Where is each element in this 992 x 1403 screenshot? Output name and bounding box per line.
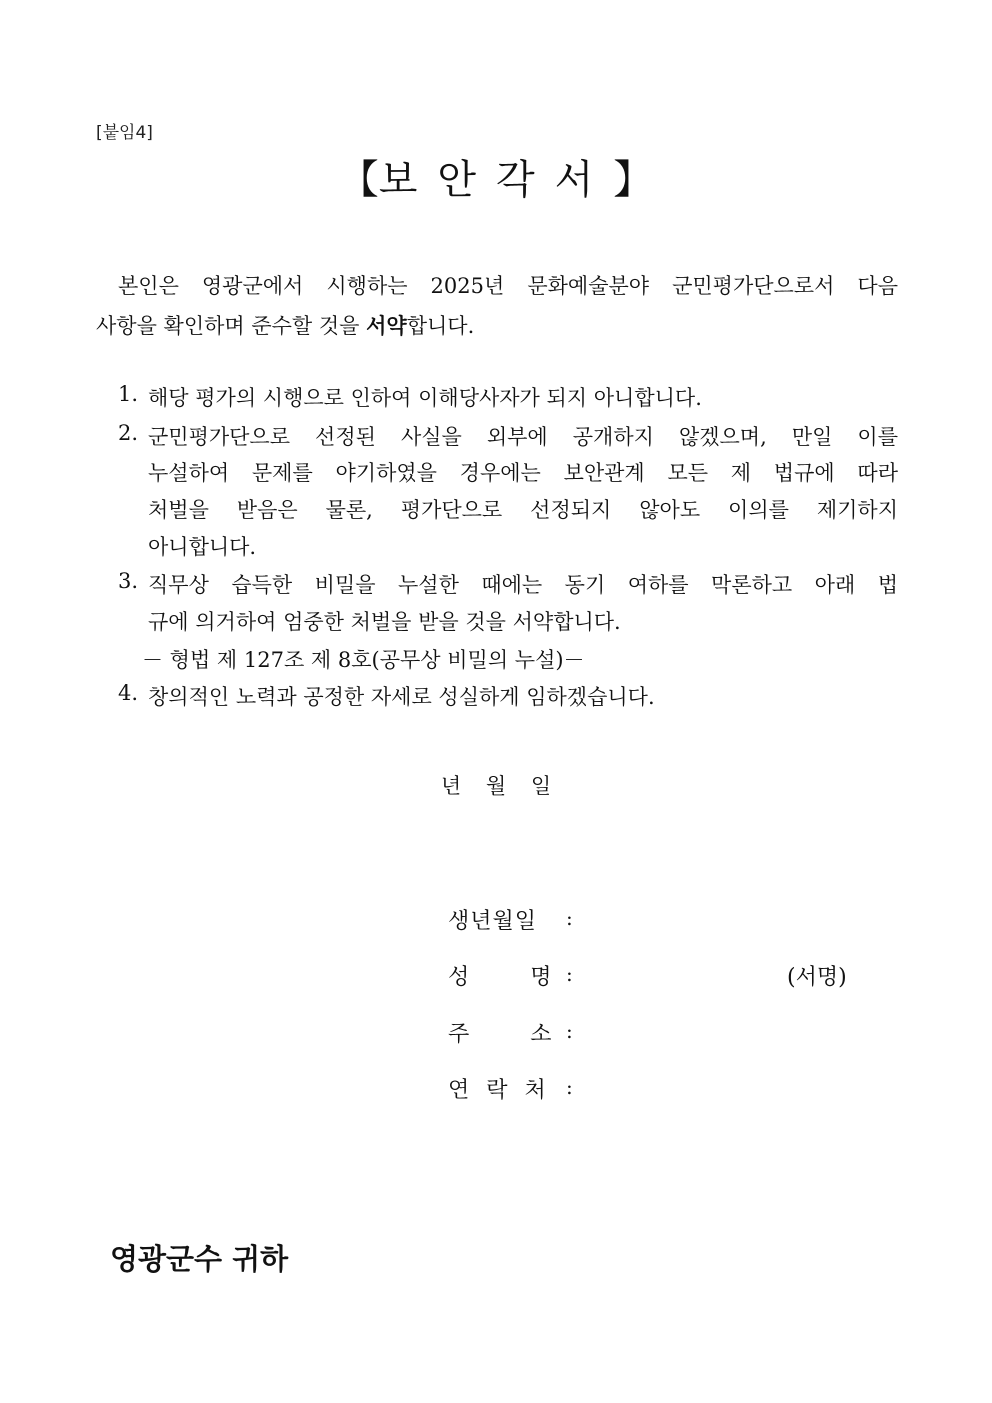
title-close-bracket: 】 [613, 157, 654, 203]
item-line: 누설하여 문제를 야기하였을 경우에는 보안관계 모든 제 법규에 따라 [148, 461, 898, 485]
colon: : [566, 962, 573, 986]
contact-label: 연 락 처 [448, 1078, 546, 1103]
item-sub-note: － 형법 제 127조 제 8호(공무상 비밀의 누설)－ [142, 648, 585, 672]
document-title [0, 148, 992, 205]
item-number: 1. [118, 382, 139, 406]
item-line: 해당 평가의 시행으로 인하여 이해당사자가 되지 아니합니다. [148, 386, 702, 410]
birth-label: 생년월일 [448, 909, 538, 934]
item-line: 처벌을 받음은 물론, 평가단으로 선정되지 않아도 이의를 제기하지 [148, 498, 898, 522]
addressee: 영광군수 귀하 [110, 1242, 289, 1276]
colon: : [566, 906, 573, 930]
item-number: 4. [118, 681, 139, 705]
item-number: 3. [118, 569, 139, 593]
item-line: 아니합니다. [148, 535, 257, 559]
intro-pledge-bold: 서약 [366, 313, 407, 338]
signature-note: (서명) [787, 965, 847, 990]
attachment-label: [붙임4] [96, 123, 153, 143]
item-line: 창의적인 노력과 공정한 자세로 성실하게 임하겠습니다. [148, 685, 655, 709]
name-label: 성 명 [448, 965, 552, 990]
title-text: 보안각서 [378, 157, 614, 203]
item-line: 군민평가단으로 선정된 사실을 외부에 공개하지 않겠으며, 만일 이를 [148, 425, 898, 449]
intro-text: 사항을 확인하며 준수할 것을 [96, 314, 367, 338]
title-open-bracket: 【 [338, 157, 379, 203]
date-line: 년 월 일 [440, 774, 552, 798]
colon: : [566, 1019, 573, 1043]
colon: : [566, 1075, 573, 1099]
intro-line-1: 본인은 영광군에서 시행하는 2025년 문화예술분야 군민평가단으로서 다음 [118, 274, 898, 298]
intro-line-2 [96, 310, 474, 340]
item-number: 2. [118, 421, 139, 445]
address-label: 주 소 [448, 1022, 552, 1047]
item-line: 직무상 습득한 비밀을 누설한 때에는 동기 여하를 막론하고 아래 법 [148, 573, 898, 597]
item-line: 규에 의거하여 엄중한 처벌을 받을 것을 서약합니다. [148, 610, 621, 634]
intro-text-end: 합니다. [406, 314, 475, 338]
